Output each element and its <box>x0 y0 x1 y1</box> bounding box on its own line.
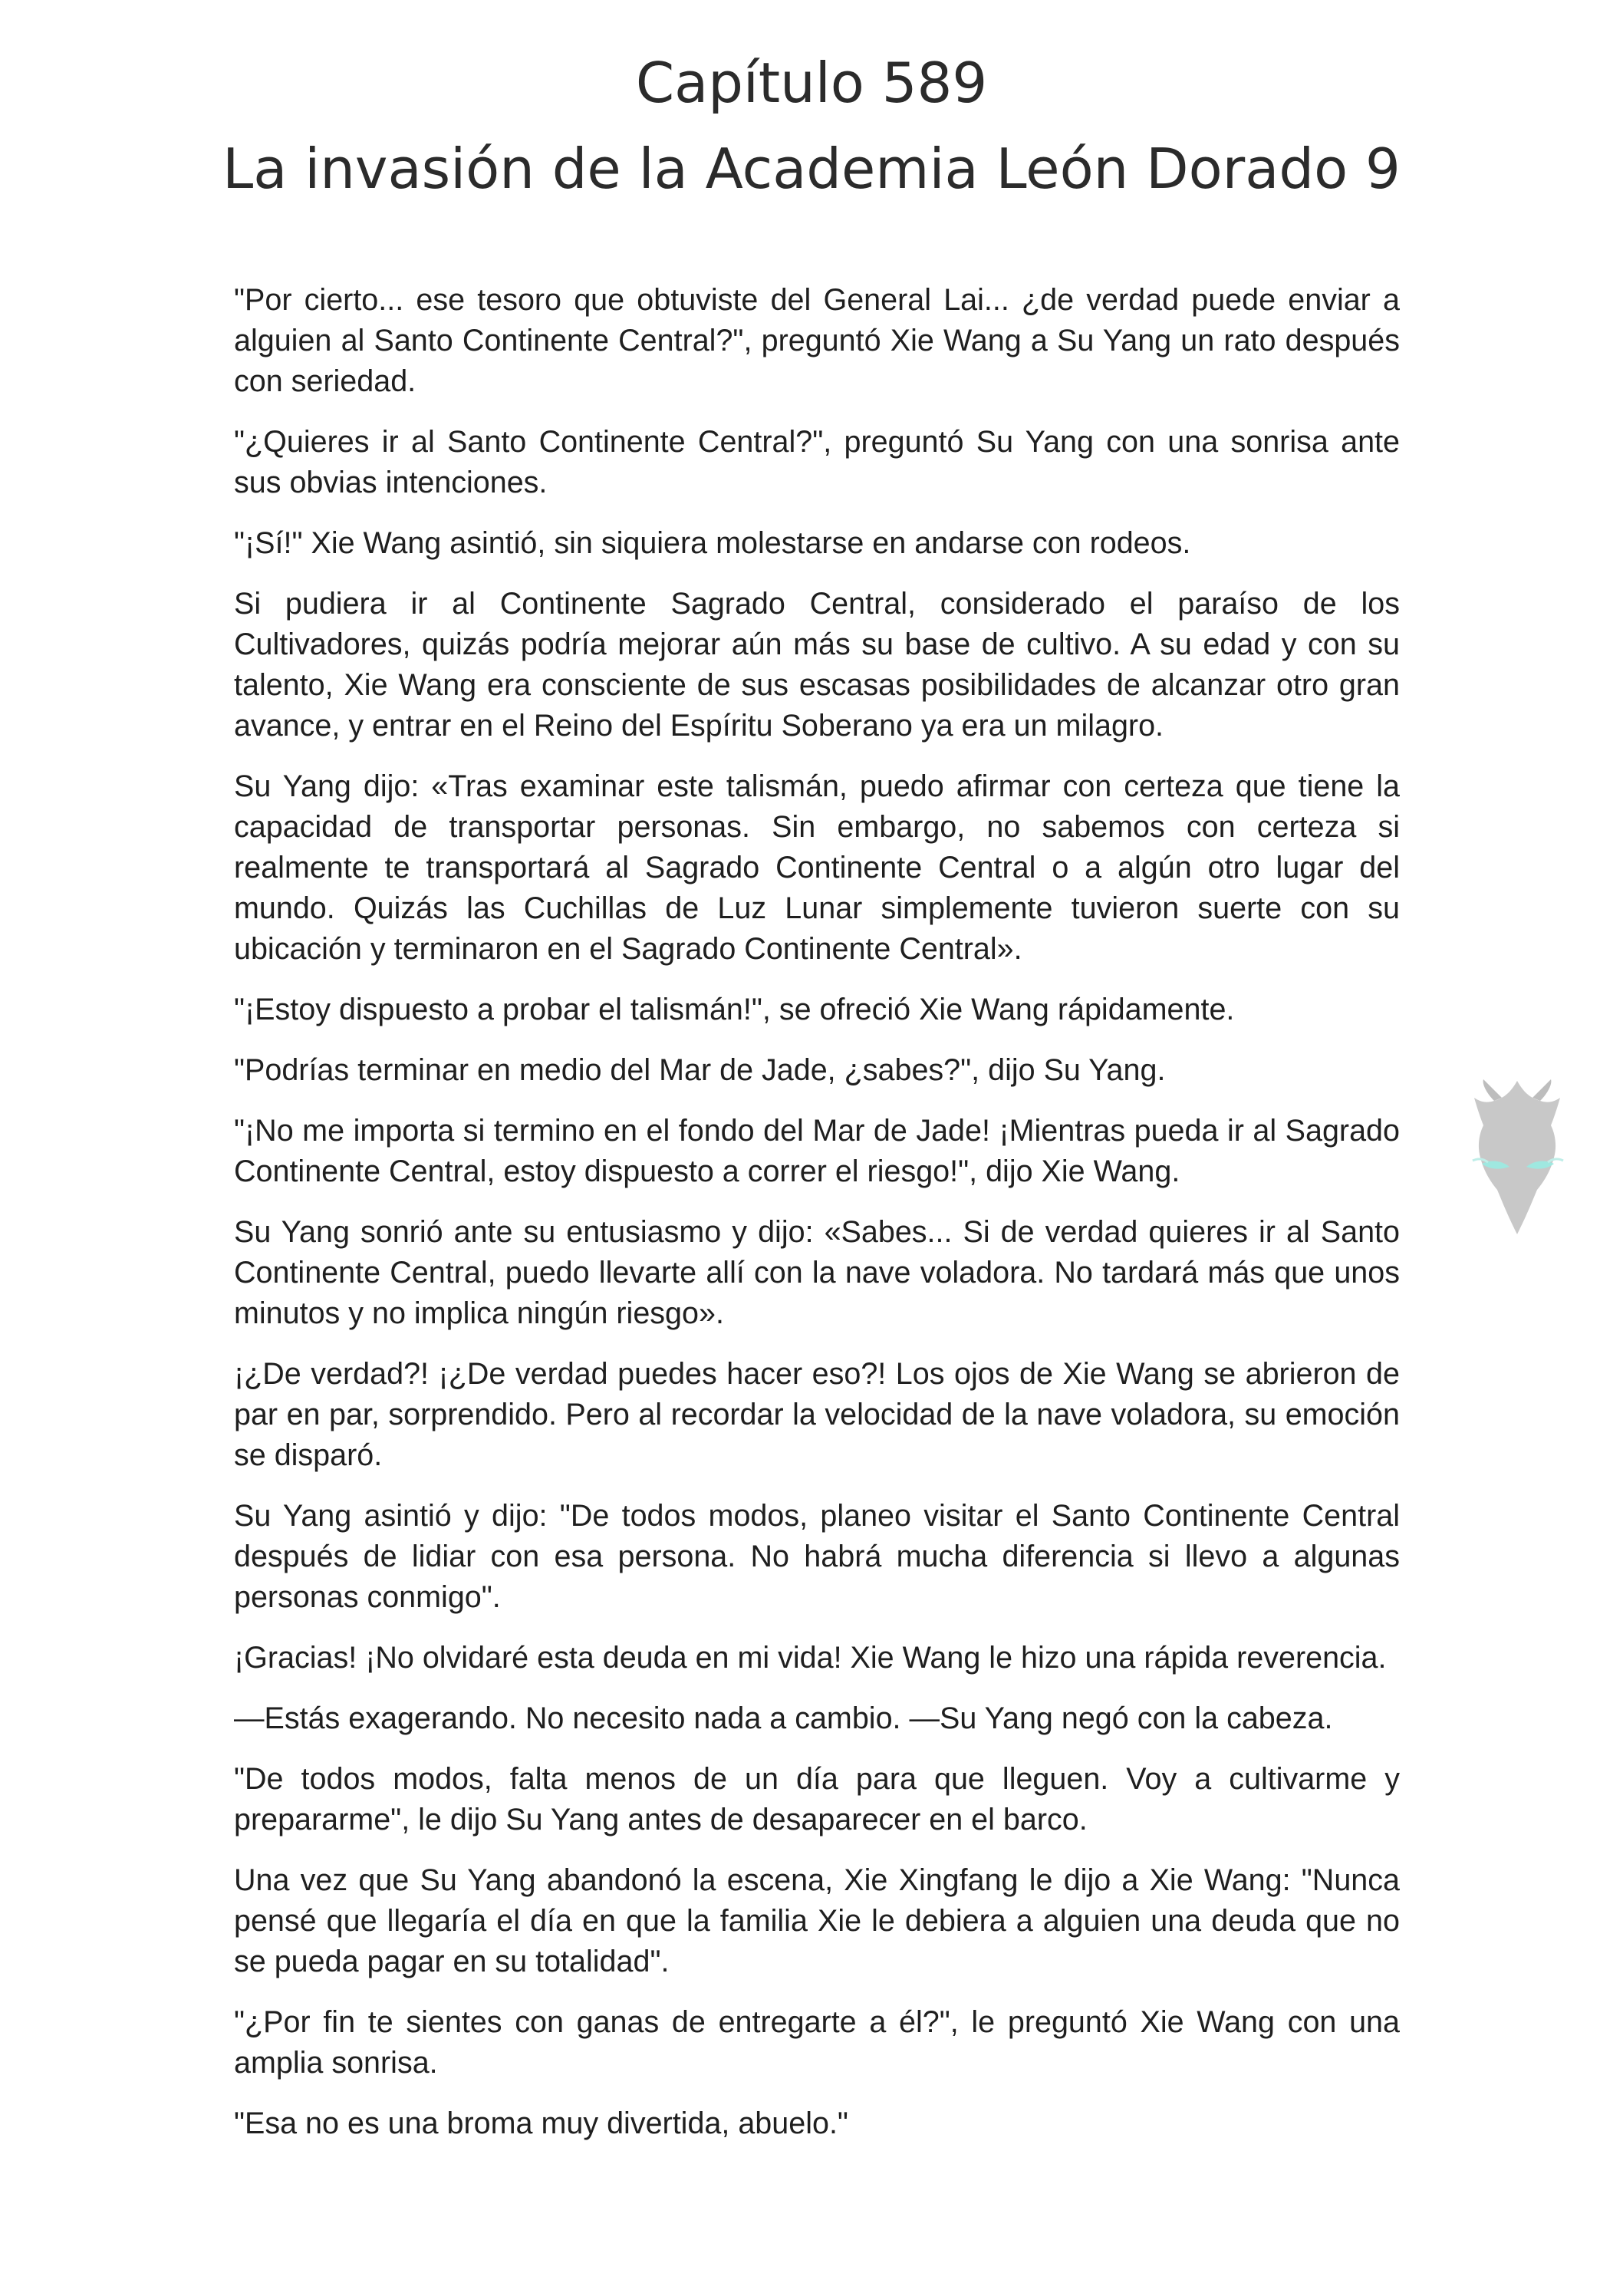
demon-horn-left <box>1483 1079 1502 1101</box>
paragraph: Su Yang asintió y dijo: "De todos modos, planeo visitar el Santo Continente Central después de lidiar con esa persona. No habrá mucha diferencia si llevo a algunas personas conmigo". <box>234 1499 1400 1614</box>
paragraph: "Podrías terminar en medio del Mar de Jade, ¿sabes?", dijo Su Yang. <box>234 1053 1166 1087</box>
paragraph: "¿Por fin te sientes con ganas de entregarte a él?", le preguntó Xie Wang con una amplia sonrisa. <box>234 2005 1400 2080</box>
paragraph: Una vez que Su Yang abandonó la escena, Xie Xingfang le dijo a Xie Wang: "Nunca pensé que llegaría el día en que la familia Xie le debiera a alguien una deuda que no se pueda pagar en su totalidad". <box>234 1863 1400 1978</box>
paragraph: "¡No me importa si termino en el fondo del Mar de Jade! ¡Mientras pueda ir al Sagrado Continente Central, estoy dispuesto a correr el riesgo!", dijo Xie Wang. <box>234 1114 1400 1188</box>
paragraph: "¿Quieres ir al Santo Continente Central?", preguntó Su Yang con una sonrisa ante sus obvias intenciones. <box>234 425 1400 499</box>
paragraph: "¡Estoy dispuesto a probar el talismán!", se ofreció Xie Wang rápidamente. <box>234 993 1235 1026</box>
demon-horn-right <box>1532 1079 1551 1101</box>
chapter-header <box>0 40 1623 212</box>
paragraph: "Por cierto... ese tesoro que obtuviste del General Lai... ¿de verdad puede enviar a alguien al Santo Continente Central?", preguntó Xie Wang a Su Yang un rato después con seriedad. <box>234 283 1400 398</box>
demon-head-silhouette <box>1474 1081 1560 1234</box>
paragraph: —Estás exagerando. No necesito nada a cambio. —Su Yang negó con la cabeza. <box>234 1701 1333 1735</box>
chapter-title: La invasión de la Academia León Dorado 9 <box>222 137 1401 201</box>
paragraph: "Esa no es una broma muy divertida, abuelo." <box>234 2107 848 2140</box>
chapter-body <box>234 280 1400 2164</box>
chapter-number: Capítulo 589 <box>635 51 988 115</box>
paragraph: Su Yang sonrió ante su entusiasmo y dijo: «Sabes... Si de verdad quieres ir al Santo Continente Central, puedo llevarte allí con la nave voladora. No tardará más que unos minutos y no implica ningún riesgo». <box>234 1215 1400 1330</box>
paragraph: "De todos modos, falta menos de un día para que lleguen. Voy a cultivarme y prepararme", le dijo Su Yang antes de desaparecer en el barco. <box>234 1762 1400 1836</box>
paragraph: "¡Sí!" Xie Wang asintió, sin siquiera molestarse en andarse con rodeos. <box>234 526 1191 560</box>
paragraph: ¡Gracias! ¡No olvidaré esta deuda en mi vida! Xie Wang le hizo una rápida reverencia. <box>234 1641 1387 1675</box>
demon-head-icon <box>1471 1078 1565 1239</box>
paragraph: Su Yang dijo: «Tras examinar este talismán, puedo afirmar con certeza que tiene la capacidad de transportar personas. Sin embargo, no sabemos con certeza si realmente te transportará al Sagrado Continente Central o a algún otro lugar del mundo. Quizás las Cuchillas de Luz Lunar simplemente tuvieron suerte con su ubicación y terminaron en el Sagrado Continente Central». <box>234 769 1400 966</box>
paragraph: ¡¿De verdad?! ¡¿De verdad puedes hacer eso?! Los ojos de Xie Wang se abrieron de par en par, sorprendido. Pero al recordar la velocidad de la nave voladora, su emoción se disparó. <box>234 1357 1400 1472</box>
paragraph: Si pudiera ir al Continente Sagrado Central, considerado el paraíso de los Cultivadores, quizás podría mejorar aún más su base de cultivo. A su edad y con su talento, Xie Wang era consciente de sus escasas posibilidades de alcanzar otro gran avance, y entrar en el Reino del Espíritu Soberano ya era un milagro. <box>234 587 1400 743</box>
